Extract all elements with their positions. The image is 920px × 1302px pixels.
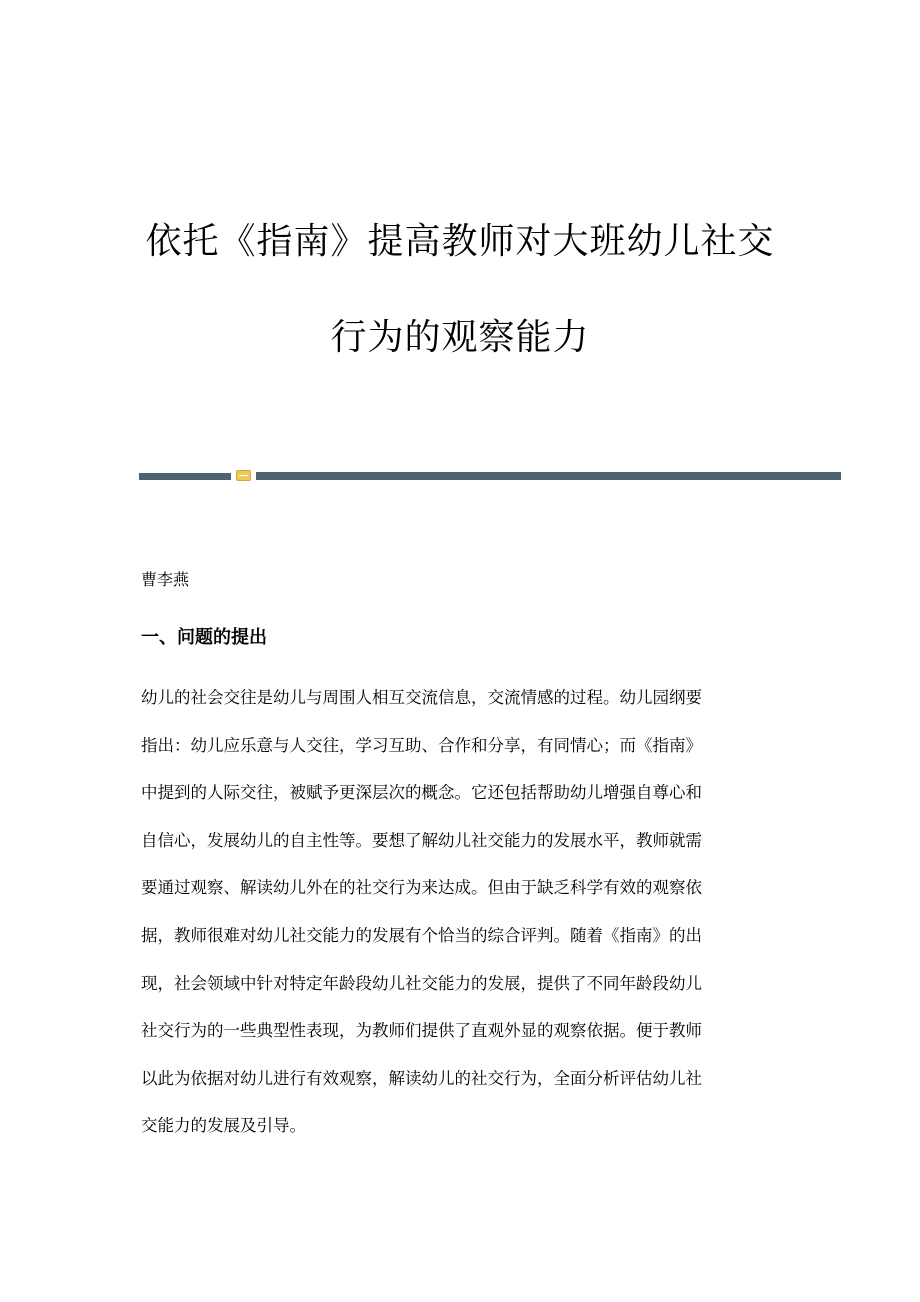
paragraph-line: 中提到的人际交往，被赋予更深层次的概念。它还包括帮助幼儿增强自尊心和 — [141, 783, 702, 803]
document-title-line-1: 依托《指南》提高教师对大班幼儿社交 — [145, 221, 775, 262]
paragraph-line: 指出：幼儿应乐意与人交往，学习互助、合作和分享，有同情心；而《指南》 — [141, 735, 702, 755]
paragraph-line: 现，社会领域中针对特定年龄段幼儿社交能力的发展，提供了不同年龄段幼儿 — [141, 973, 702, 993]
paragraph-line: 要通过观察、解读幼儿外在的社交行为来达成。但由于缺乏科学有效的观察依 — [141, 878, 702, 898]
paragraph-line: 社交行为的一些典型性表现，为教师们提供了直观外显的观察依据。便于教师 — [141, 1021, 702, 1041]
document-title-line-2: 行为的观察能力 — [330, 317, 590, 358]
divider-bar-right — [256, 472, 841, 480]
divider-bar-left — [139, 473, 231, 480]
body-paragraph — [141, 683, 769, 1159]
paragraph-line: 据，教师很难对幼儿社交能力的发展有个恰当的综合评判。随着《指南》的出 — [141, 925, 702, 945]
author-name: 曹李燕 — [141, 570, 190, 589]
paragraph-line: 幼儿的社会交往是幼儿与周围人相互交流信息，交流情感的过程。幼儿园纲要 — [141, 688, 702, 707]
paragraph-line: 交能力的发展及引导。 — [141, 1116, 306, 1136]
section-heading: 一、问题的提出 — [141, 627, 267, 648]
paragraph-line: 自信心，发展幼儿的自主性等。要想了解幼儿社交能力的发展水平，教师就需 — [141, 830, 702, 850]
paragraph-line: 以此为依据对幼儿进行有效观察，解读幼儿的社交行为，全面分析评估幼儿社 — [141, 1068, 702, 1088]
envelope-icon — [236, 470, 251, 481]
title-divider — [139, 470, 841, 482]
